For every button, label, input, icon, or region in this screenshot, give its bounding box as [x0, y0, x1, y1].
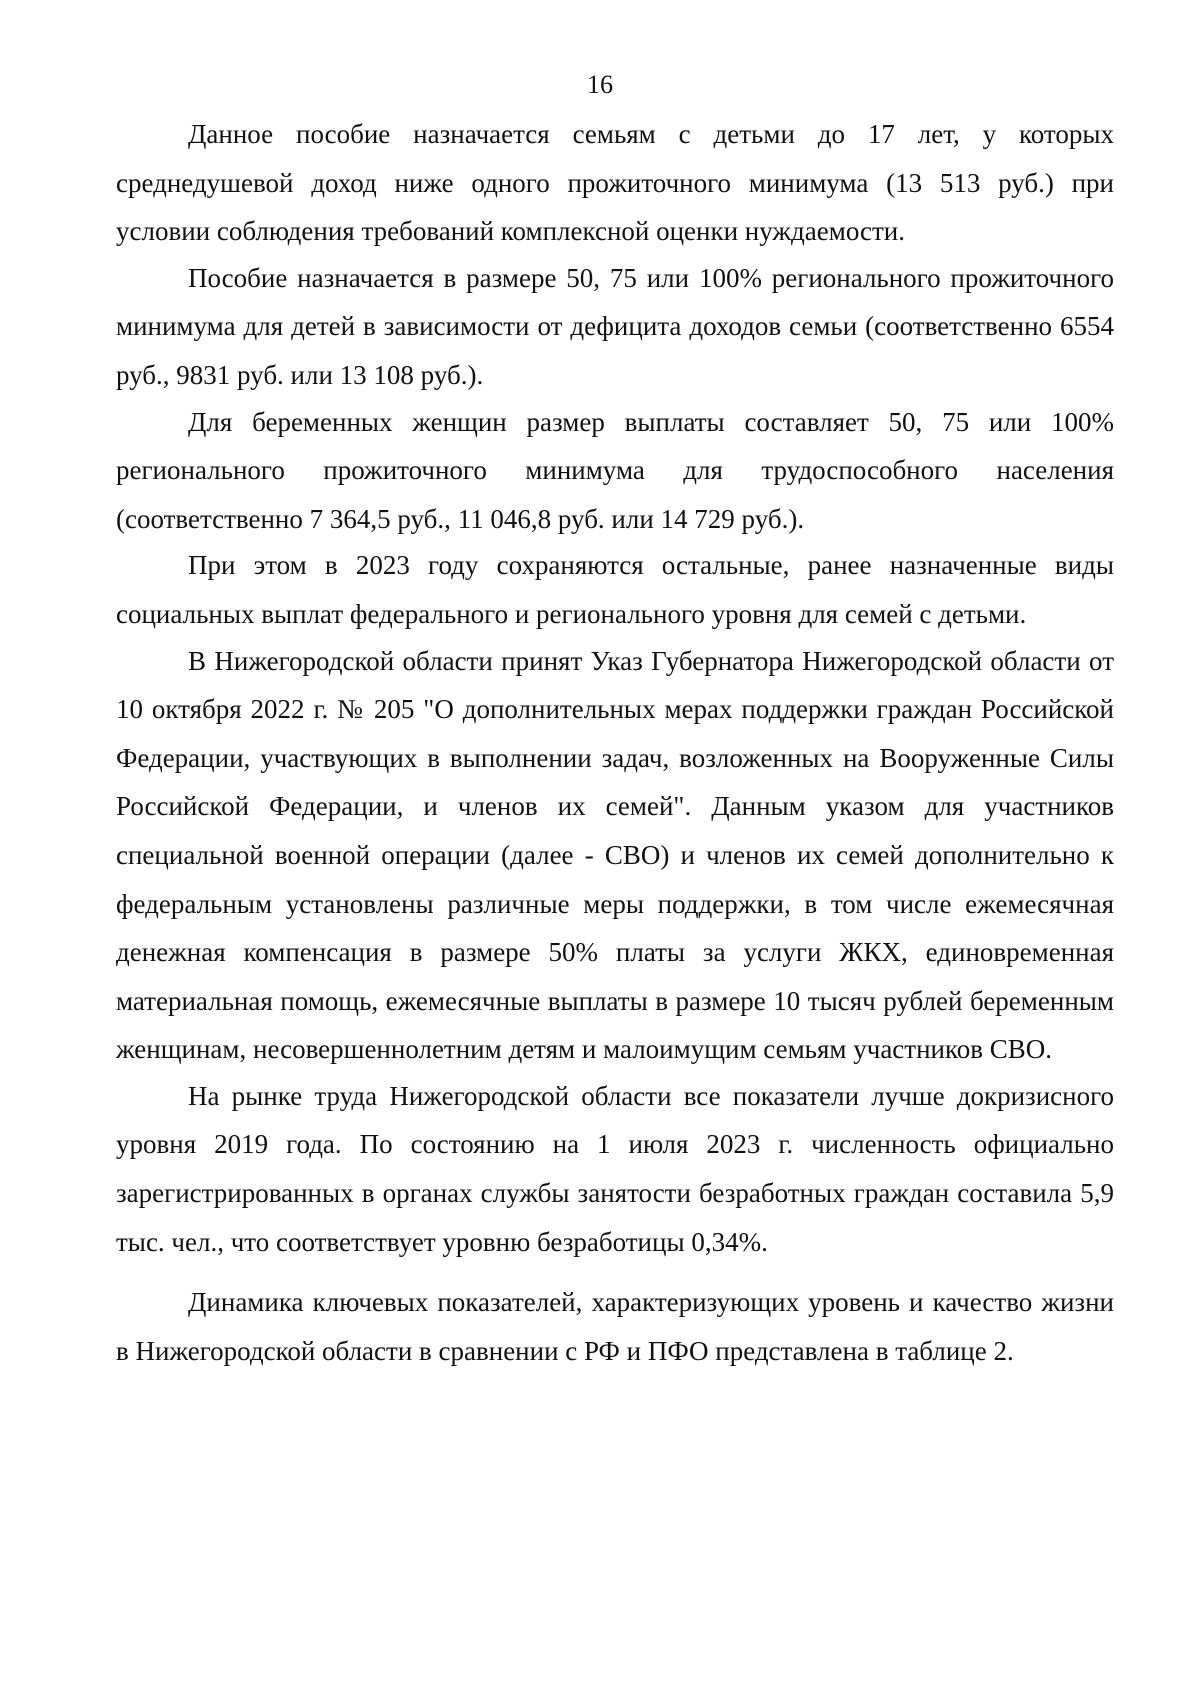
- page-number: 16: [587, 70, 613, 99]
- paragraph-other-payments: При этом в 2023 году сохраняются остальные, ранее назначенные виды социальных выплат федерального и регионального уровня для семей с детьми.: [116, 550, 1114, 629]
- paragraph-table-reference: Динамика ключевых показателей, характеризующих уровень и качество жизни в Нижегородской области в сравнении с РФ и ПФО представлена в таблице 2.: [116, 1287, 1114, 1366]
- paragraph-benefit-amounts-children: Пособие назначается в размере 50, 75 или 100% регионального прожиточного минимума для детей в зависимости от дефицита доходов семьи (соответственно 6554 руб., 9831 руб. или 13 108 руб.).: [116, 262, 1114, 390]
- paragraph-labor-market: На рынке труда Нижегородской области все показатели лучше докризисного уровня 2019 года. По состоянию на 1 июля 2023 г. численность официально зарегистрированных в органах службы занятости безработных граждан составила 5,9 тыс. чел., что соответствует уровню безработицы 0,34%.: [116, 1080, 1114, 1257]
- paragraph-governor-decree: В Нижегородской области принят Указ Губернатора Нижегородской области от 10 октября 2022 г. № 205 "О дополнительных мерах поддержки граждан Российской Федерации, участвующих в выполнении задач, возложенных на Вооруженные Силы Российской Федерации, и членов их семей". Данным указом для участников специальной военной операции (далее - СВО) и членов их семей дополнительно к федеральным установлены различные меры поддержки, в том числе ежемесячная денежная компенсация в размере 50% платы за услуги ЖКХ, единовременная материальная помощь, ежемесячные выплаты в размере 10 тысяч рублей беременным женщинам, несовершеннолетним детям и малоимущим семьям участников СВО.: [116, 645, 1114, 1065]
- paragraph-benefit-amounts-pregnant: Для беременных женщин размер выплаты составляет 50, 75 или 100% регионального прожиточного минимума для трудоспособного населения (соответственно 7 364,5 руб., 11 046,8 руб. или 14 729 руб.).: [116, 406, 1114, 534]
- paragraph-benefit-conditions: Данное пособие назначается семьям с детьми до 17 лет, у которых среднедушевой доход ниже одного прожиточного минимума (13 513 руб.) при условии соблюдения требований комплексной оценки нуждаемости.: [116, 119, 1114, 247]
- document-body: [116, 110, 1114, 1373]
